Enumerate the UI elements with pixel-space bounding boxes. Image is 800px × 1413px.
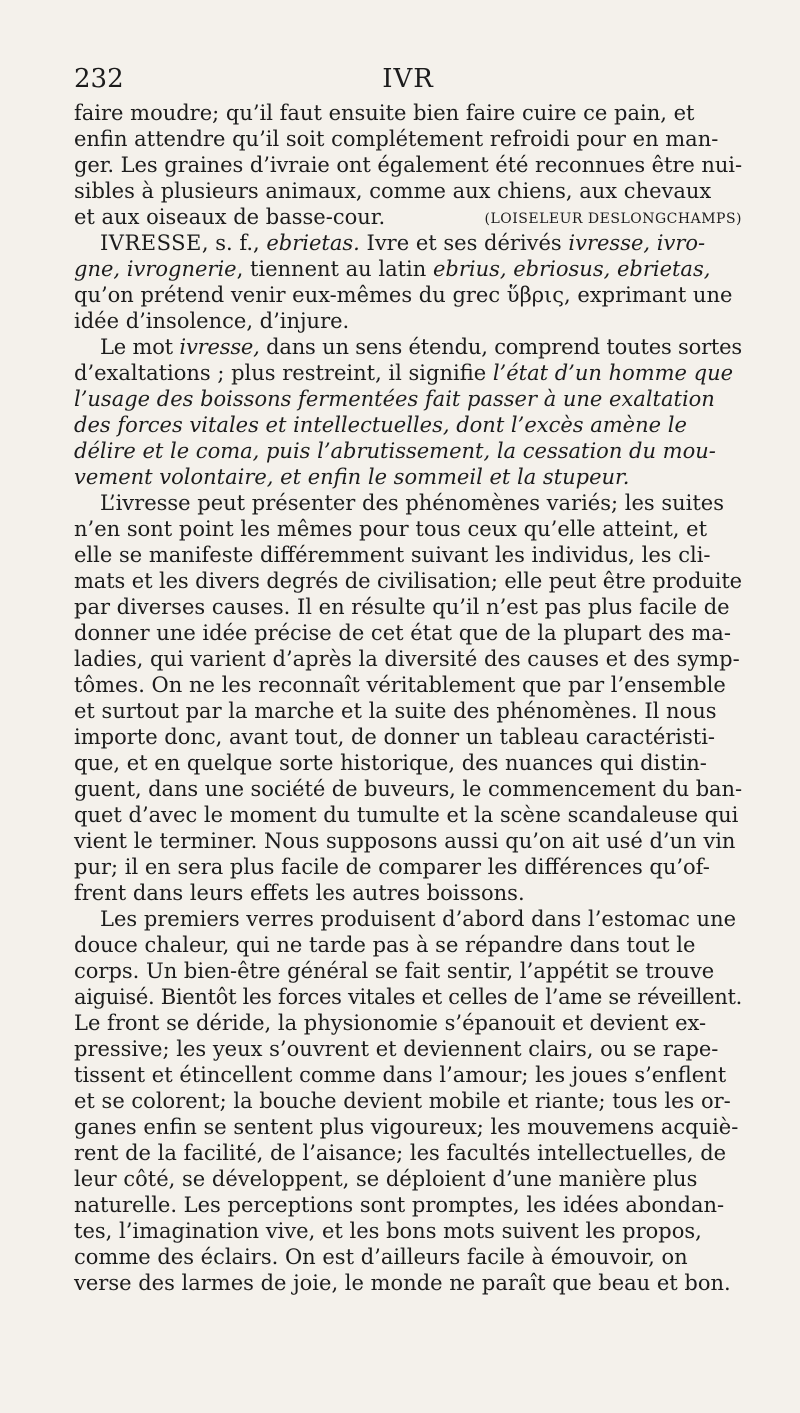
text-segment: , s. f., — [201, 231, 267, 255]
text-line: frent dans leurs effets les autres boissons. — [74, 881, 525, 905]
text-line-italic: délire et le coma, puis l’abrutissement, la cessation du mou- — [74, 439, 716, 463]
text-line: pur; il en sera plus facile de comparer les différences qu’of- — [74, 855, 710, 879]
text-segment-italic: l’état d’un homme que — [492, 361, 734, 385]
entry-headword: IVRESSE — [100, 231, 202, 255]
text-line — [74, 204, 742, 230]
text-line: L’ivresse peut présenter des phénomènes variés; les suites — [100, 491, 725, 515]
text-line: par diverses causes. Il en résulte qu’il n’est pas plus facile de — [74, 595, 730, 619]
text-line-italic: vement volontaire, et enfin le sommeil et la stupeur. — [74, 465, 630, 489]
text-line: ger. Les graines d’ivraie ont également été reconnues être nui- — [74, 153, 742, 177]
text-line: quet d’avec le moment du tumulte et la scène scandaleuse qui — [74, 803, 739, 827]
text-segment: d’exaltations ; plus restreint, il signifie — [74, 361, 493, 385]
text-segment-italic: ebrietas. — [266, 231, 360, 255]
text-segment: , tiennent au latin — [236, 257, 433, 281]
text-line: guent, dans une société de buveurs, le commencement du ban- — [74, 777, 742, 801]
text-segment: Ivre et ses dérivés — [359, 231, 569, 255]
paragraph-ivraie-end — [74, 100, 742, 230]
paragraph-ivresse-entry — [74, 230, 742, 334]
text-line: rent de la facilité, de l’aisance; les facultés intellectuelles, de — [74, 1141, 727, 1165]
text-line: tissent et étincellent comme dans l’amour; les joues s’enflent — [74, 1063, 727, 1087]
text-segment: dans un sens étendu, comprend toutes sortes — [259, 335, 743, 359]
text-line: comme des éclairs. On est d’ailleurs facile à émouvoir, on — [74, 1245, 688, 1269]
text-segment: et aux oiseaux de basse-cour. — [74, 205, 386, 229]
text-line: enfin attendre qu’il soit complétement refroidi pour en man- — [74, 127, 719, 151]
text-line — [74, 256, 742, 282]
text-line: Le front se déride, la physionomie s’épanouit et devient ex- — [74, 1011, 707, 1035]
text-line: et se colorent; la bouche devient mobile et riante; tous les or- — [74, 1089, 731, 1113]
text-line: mats et les divers degrés de civilisation; elle peut être produite — [74, 569, 743, 593]
paragraph-premiers-verres — [74, 906, 742, 1296]
text-segment: Le mot — [100, 335, 180, 359]
text-line: ladies, qui varient d’après la diversité des causes et des symp- — [74, 647, 740, 671]
running-head: IVR — [382, 64, 434, 94]
text-line: douce chaleur, qui ne tarde pas à se répandre dans tout le — [74, 933, 696, 957]
text-line — [74, 360, 742, 386]
paragraph-definition — [74, 334, 742, 490]
text-segment-italic: ebrius, ebriosus, ebrietas, — [432, 257, 711, 281]
text-line: que, et en quelque sorte historique, des nuances qui distin- — [74, 751, 707, 775]
text-line: sibles à plusieurs animaux, comme aux chiens, aux chevaux — [74, 179, 712, 203]
text-line: pressive; les yeux s’ouvrent et deviennent clairs, ou se rape- — [74, 1037, 719, 1061]
text-line: tômes. On ne les reconnaît véritablement que par l’ensemble — [74, 673, 726, 697]
text-segment-italic: ivresse, — [179, 335, 260, 359]
text-line: tes, l’imagination vive, et les bons mots suivent les propos, — [74, 1219, 702, 1243]
page-body — [74, 100, 742, 1296]
text-line-italic: l’usage des boissons fermentées fait passer à une exaltation — [74, 387, 715, 411]
text-line: aiguisé. Bientôt les forces vitales et celles de l’ame se réveillent. — [74, 985, 742, 1009]
text-line: idée d’insolence, d’injure. — [74, 309, 350, 333]
text-line: faire moudre; qu’il faut ensuite bien faire cuire ce pain, et — [74, 101, 695, 125]
author-signature: (LOISELEUR DESLONGCHAMPS) — [484, 211, 742, 227]
text-segment-italic: ivresse, ivro- — [568, 231, 706, 255]
text-segment-italic: gne, ivrognerie — [74, 257, 237, 281]
text-line: verse des larmes de joie, le monde ne paraît que beau et bon. — [74, 1271, 731, 1295]
text-line: et surtout par la marche et la suite des phénomènes. Il nous — [74, 699, 717, 723]
text-line: qu’on prétend venir eux-mêmes du grec ὕβρις, exprimant une — [74, 283, 733, 307]
text-line — [74, 334, 742, 360]
text-line: Les premiers verres produisent d’abord dans l’estomac une — [100, 907, 737, 931]
text-line: elle se manifeste différemment suivant les individus, les cli- — [74, 543, 711, 567]
paragraph-phenomenes — [74, 490, 742, 906]
text-line: n’en sont point les mêmes pour tous ceux qu’elle atteint, et — [74, 517, 708, 541]
page-number: 232 — [74, 64, 124, 94]
text-line: vient le terminer. Nous supposons aussi qu’on ait usé d’un vin — [74, 829, 736, 853]
page-header — [74, 64, 742, 98]
text-line: ganes enfin se sentent plus vigoureux; les mouvemens acquiè- — [74, 1115, 739, 1139]
text-line — [74, 230, 742, 256]
text-line: naturelle. Les perceptions sont promptes, les idées abondan- — [74, 1193, 725, 1217]
text-line-italic: des forces vitales et intellectuelles, dont l’excès amène le — [74, 413, 687, 437]
text-line: importe donc, avant tout, de donner un tableau caractéristi- — [74, 725, 716, 749]
text-line: leur côté, se développent, se déploient d’une manière plus — [74, 1167, 698, 1191]
text-line: donner une idée précise de cet état que de la plupart des ma- — [74, 621, 731, 645]
text-line: corps. Un bien-être général se fait sentir, l’appétit se trouve — [74, 959, 715, 983]
